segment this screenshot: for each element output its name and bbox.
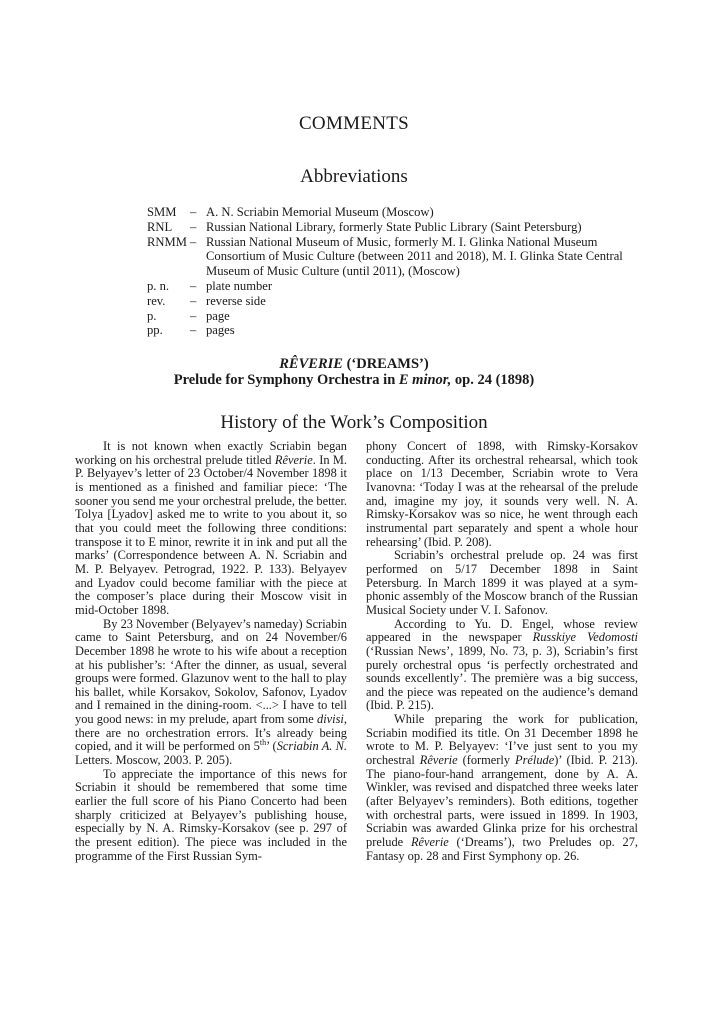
abbreviations-heading: Abbreviations xyxy=(300,166,408,187)
page-title: COMMENTS xyxy=(298,113,410,134)
paragraph: To appreciate the importance of this news for Scriabin it should be remembered that some time earlier the full score of his Piano Concerto had been sharply criticized at Belyayev’s publishing house, especially by N. A. Rimsky-Korsakov (see p. 297 of the present edition). The piece was included in the programme of the First Russian Sym- xyxy=(75,766,347,863)
abbreviation-item xyxy=(147,309,647,324)
work-title-translation: (‘DREAMS’) xyxy=(342,356,429,372)
text: ’ ( xyxy=(266,739,277,754)
italic-newspaper: Russkiye Vedomosti xyxy=(532,630,639,645)
abbreviation-key: rev. xyxy=(147,293,166,308)
abbreviation-definition: Russian National Museum of Music, formerly M. I. Glinka National Museum Consortium of Music Culture (between 2011 and 2018), M. I. Glinka State Central Museum of Music Culture (until 2011), (Moscow) xyxy=(206,234,623,279)
superscript: th xyxy=(259,738,267,748)
dash: – xyxy=(190,219,197,234)
text: (formerly xyxy=(457,753,515,768)
italic-title: Rêverie xyxy=(410,835,449,850)
abbreviation-definition: reverse side xyxy=(206,293,266,308)
paragraph xyxy=(366,618,638,714)
dash: – xyxy=(190,205,197,219)
work-heading xyxy=(0,356,708,388)
text: )’ (Ibid. P. 213). The piano-four-hand arrangement, done by A. A. Winkler, was revised and dispatched three weeks later (after Belyayev’s reminders). Both editions, together with orchestral parts, were issued in 1899. In 1903, Scriabin was awarded Glinka prize for his orchestral prelude xyxy=(366,753,638,850)
italic-title: Rêverie xyxy=(419,753,458,768)
right-column xyxy=(366,440,638,863)
italic-title: Prélude xyxy=(515,753,555,768)
abbreviation-item xyxy=(147,235,647,279)
text: Letters. Moscow, 2003. P. 205). xyxy=(75,753,233,768)
dash: – xyxy=(190,323,197,338)
abbreviation-item xyxy=(147,294,647,309)
abbreviation-definition: Russian National Library, formerly State Public Library (Saint Petersburg) xyxy=(206,219,582,234)
text: . In M. P. Belyayev’s letter of 23 October/4 November 1898 it is mentioned as a finished and familiar piece: ‘The sooner you send me your orchestral prelude, the better. Tolya [Lyadov] asked me to write to you about it, so that you could meet the following three conditions: transpose it to E minor, rewrite it in ink and put all the marks’ (Correspondence between A. N. Scriabin and M. P. Belyayev. Petrograd, 1922. P. 133). Belyayev and Lyadov could become familiar with the piece at the composer’s place during their Moscow visit in mid-October 1898. xyxy=(75,452,348,617)
text: It is not known when exactly Scriabin began working on his orchestral prelude titled xyxy=(75,439,347,467)
abbreviations-list xyxy=(147,205,647,338)
abbreviation-definition: plate number xyxy=(206,278,273,293)
paragraph xyxy=(366,713,638,863)
subtitle-opus: op. 24 (1898) xyxy=(451,372,535,388)
italic-term: divisi xyxy=(317,712,344,727)
paragraph xyxy=(75,440,347,618)
paragraph: phony Concert of 1898, with Rimsky-Korsakov conducting. After its orchestral rehearsal, which took place on 1/13 December, Scriabin wrote to Vera Ivanovna: ‘Today I was at the rehearsal of the prelude and, imagine my joy, it sounds very well. N. A. Rimsky-Korsakov was so nice, he went through each instrumental part separately and spent a whole hour rehearsing’ (Ibid. P. 208). xyxy=(366,439,638,549)
abbreviation-definition: A. N. Scriabin Memorial Museum (Moscow) xyxy=(206,205,434,219)
abbreviation-key: SMM xyxy=(147,205,177,219)
abbreviation-key: p. xyxy=(147,308,157,323)
work-title-italic: RÊVERIE xyxy=(279,356,343,372)
paragraph: Scriabin’s orchestral prelude op. 24 was first performed on 5/17 December 1898 in Saint Petersburg. In March 1899 it was played at a symphonic assembly of the Moscow branch of the Russian Musical Society under V. I. Safonov. xyxy=(366,548,638,617)
abbreviation-item xyxy=(147,279,647,294)
left-column xyxy=(75,440,347,863)
dash: – xyxy=(190,308,197,323)
text: (‘Dreams’), two Preludes op. 27, Fantasy op. 28 and First Symphony op. 26. xyxy=(366,835,638,863)
abbreviation-item xyxy=(147,323,647,338)
abbreviation-key: p. n. xyxy=(147,278,170,293)
abbreviation-item xyxy=(147,205,647,220)
dash: – xyxy=(190,293,197,308)
body-columns xyxy=(75,440,638,863)
abbreviation-key: RNMM xyxy=(147,234,187,249)
paragraph xyxy=(75,618,347,768)
text: By 23 November (Belyayev’s nameday) Scriabin came to Saint Petersburg, and on 24 November/6 December 1898 he wrote to his wife about a reception at his publisher’s: ‘After the dinner, as usual, several groups were formed. Glazunov went to the hall to play his ballet, while Korsakov, Sokolov, Safonov, Lyadov and I remained in the dining-room. <...> I have to tell you good news: in my prelude, apart from some xyxy=(75,616,347,727)
abbreviation-key: pp. xyxy=(147,323,163,338)
text: (‘Russian News’, 1899, No. 73, p. 3), Scriabin’s first purely orchestral opus ‘is perfectly orchestrated and sounds excellently’. The première was a big success, and the piece was repeated on the audience’s demand (Ibid. P. 215). xyxy=(366,643,638,713)
text: While preparing the work for publication, Scriabin modified its title. On 31 December 1898 he wrote to M. P. Belyayev: ‘I’ve just sent to you my orchestral xyxy=(366,712,638,768)
abbreviation-definition: page xyxy=(206,308,230,323)
abbreviation-key: RNL xyxy=(147,219,173,234)
work-title xyxy=(0,356,708,372)
text: According to Yu. D. Engel, whose review appeared in the newspaper xyxy=(366,616,638,645)
history-heading: History of the Work’s Composition xyxy=(220,412,488,433)
work-key: E minor, xyxy=(398,372,452,388)
subtitle-text: Prelude for Symphony Orchestra in xyxy=(173,372,399,388)
text: , there are no orchestration errors. It’s already being copied, and it will be performed on 5 xyxy=(75,712,347,754)
italic-citation: Scriabin A. N. xyxy=(276,739,347,754)
dash: – xyxy=(190,278,197,293)
abbreviation-definition: pages xyxy=(206,323,235,338)
work-subtitle xyxy=(0,372,708,388)
dash: – xyxy=(190,234,197,249)
italic-title: Rêverie xyxy=(274,452,313,467)
abbreviation-item xyxy=(147,220,647,235)
